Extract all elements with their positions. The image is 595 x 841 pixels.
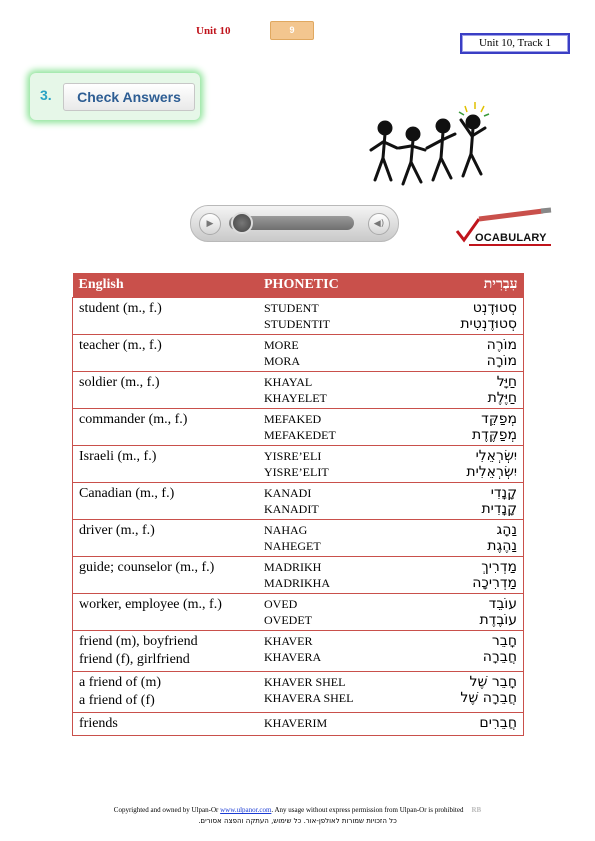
english-text: worker, employee (m., f.)	[79, 597, 222, 612]
cell-phonetic	[258, 520, 440, 557]
hebrew-text: חֲבֵרָה	[482, 649, 517, 665]
cell-phonetic	[258, 631, 440, 672]
cell-phonetic	[258, 713, 440, 736]
hebrew-text: חַיָּל	[496, 374, 517, 390]
hebrew-text: מְפַקֶּדֶת	[471, 427, 517, 443]
hebrew-text: נַהֶגֶת	[487, 538, 517, 554]
step-number: 3.	[40, 87, 52, 103]
phonetic-text: YISRE’ELI	[264, 449, 322, 463]
cell-phonetic	[258, 594, 440, 631]
english-text: soldier (m., f.)	[79, 375, 160, 390]
phonetic-text: STUDENTIT	[264, 317, 330, 331]
cell-hebrew	[440, 557, 524, 594]
cell-english	[73, 446, 259, 483]
footer-hebrew: כל הזכויות שמורות לאולפן-אור. כל שימוש, העתקה והפצה אסורים.	[198, 817, 397, 825]
english-text: student (m., f.)	[79, 301, 162, 316]
table-row	[73, 631, 524, 672]
cell-english	[73, 672, 259, 713]
cell-hebrew	[440, 409, 524, 446]
phonetic-text: KANADIT	[264, 502, 319, 516]
phonetic-text: MORA	[264, 354, 301, 368]
cell-phonetic	[258, 335, 440, 372]
cell-phonetic	[258, 672, 440, 713]
volume-icon[interactable]: ◀)	[368, 213, 390, 235]
english-text: teacher (m., f.)	[79, 338, 162, 353]
progress-knob[interactable]	[231, 212, 253, 234]
english-text: Israeli (m., f.)	[79, 449, 157, 464]
phonetic-text: KHAVERIM	[264, 716, 328, 730]
cell-phonetic	[258, 409, 440, 446]
cell-english	[73, 298, 259, 335]
cell-hebrew	[440, 672, 524, 713]
hebrew-text: מְפַקֵּד	[481, 411, 517, 427]
cell-english	[73, 713, 259, 736]
hebrew-text: עוֹבֵד	[488, 596, 517, 612]
hebrew-text: חָבֵר	[491, 633, 517, 649]
phonetic-text: KHAVER SHEL	[264, 675, 346, 689]
table-row	[73, 335, 524, 372]
phonetic-text: OVED	[264, 597, 298, 611]
cell-phonetic	[258, 446, 440, 483]
phonetic-text: MADRIKHA	[264, 576, 330, 590]
cell-phonetic	[258, 372, 440, 409]
phonetic-text: NAHAG	[264, 523, 308, 537]
cell-phonetic	[258, 557, 440, 594]
dancing-figures-illustration	[365, 100, 515, 190]
cell-english	[73, 557, 259, 594]
cell-english	[73, 594, 259, 631]
cell-hebrew	[440, 446, 524, 483]
cell-hebrew	[440, 631, 524, 672]
track-label: Unit 10, Track 1	[460, 33, 570, 54]
cell-hebrew	[440, 335, 524, 372]
hebrew-text: מוֹרָה	[486, 353, 517, 369]
cell-hebrew	[440, 520, 524, 557]
hebrew-text: עוֹבֶדֶת	[479, 612, 517, 628]
cell-hebrew	[440, 713, 524, 736]
check-answers-button[interactable]: Check Answers	[63, 83, 195, 111]
hebrew-text: מַדְרִיכָה	[472, 575, 517, 591]
audio-player	[190, 205, 399, 242]
column-hebrew: עִבְרִית	[440, 273, 524, 298]
english-text: guide; counselor (m., f.)	[79, 560, 215, 575]
check-answers-panel	[30, 73, 200, 120]
table-row	[73, 594, 524, 631]
phonetic-text: MEFAKED	[264, 412, 322, 426]
table-row	[73, 520, 524, 557]
phonetic-text: YISRE’ELIT	[264, 465, 329, 479]
english-text: driver (m., f.)	[79, 523, 155, 538]
phonetic-text: KHAYAL	[264, 375, 313, 389]
english-text: a friend of (m)	[79, 675, 162, 690]
hebrew-text: סְטוּדֶנְטִית	[460, 316, 517, 332]
cell-english	[73, 631, 259, 672]
cell-english	[73, 409, 259, 446]
phonetic-text: OVEDET	[264, 613, 312, 627]
hebrew-text: חָבֵר שֶׁל	[469, 674, 517, 690]
cell-hebrew	[440, 483, 524, 520]
footer-link[interactable]: www.ulpanor.com	[220, 806, 272, 814]
english-text: Canadian (m., f.)	[79, 486, 175, 501]
table-header-row	[73, 273, 524, 298]
table-row	[73, 372, 524, 409]
vocabulary-banner	[455, 207, 555, 249]
column-phonetic: PHONETIC	[258, 273, 440, 298]
column-english: English	[73, 273, 259, 298]
hebrew-text: חַיֶּלֶת	[487, 390, 517, 406]
footer-prefix: Copyrighted and owned by Ulpan-Or	[113, 806, 221, 814]
phonetic-text: MADRIKH	[264, 560, 322, 574]
cell-english	[73, 483, 259, 520]
table-row	[73, 446, 524, 483]
phonetic-text: KHAYELET	[264, 391, 327, 405]
cell-phonetic	[258, 483, 440, 520]
hebrew-text: מוֹרֶה	[486, 337, 517, 353]
footer-suffix: . Any usage without express permission from Ulpan-Or is prohibited	[271, 806, 464, 814]
cell-hebrew	[440, 298, 524, 335]
phonetic-text: MEFAKEDET	[264, 428, 336, 442]
copyright-footer	[0, 806, 595, 814]
table-row	[73, 557, 524, 594]
hebrew-text: יִשְׂרְאֵלִית	[466, 464, 517, 480]
english-text: friend (f), girlfriend	[79, 652, 190, 667]
vocabulary-table	[72, 273, 524, 736]
page-number: 9	[270, 21, 314, 40]
hebrew-text: חֲבֵרָה שֶׁל	[460, 690, 517, 706]
hebrew-text: חֲבֵרִים	[479, 715, 517, 731]
table-row	[73, 298, 524, 335]
hebrew-text: סְטוּדֶנְט	[472, 300, 517, 316]
phonetic-text: KANADI	[264, 486, 312, 500]
cell-hebrew	[440, 594, 524, 631]
phonetic-text: MORE	[264, 338, 299, 352]
english-text: friend (m), boyfriend	[79, 634, 198, 649]
cell-english	[73, 372, 259, 409]
hebrew-text: מַדְרִיךְ	[481, 559, 517, 575]
cell-phonetic	[258, 298, 440, 335]
english-text: a friend of (f)	[79, 693, 155, 708]
phonetic-text: KHAVERA SHEL	[264, 691, 354, 705]
hebrew-text: נַהָג	[496, 522, 517, 538]
english-text: friends	[79, 716, 118, 731]
cell-hebrew	[440, 372, 524, 409]
hebrew-text: קָנָדִי	[490, 485, 517, 501]
table-row	[73, 672, 524, 713]
phonetic-text: KHAVER	[264, 634, 313, 648]
table-row	[73, 409, 524, 446]
phonetic-text: STUDENT	[264, 301, 319, 315]
hebrew-text: קָנָדִית	[481, 501, 517, 517]
hebrew-text: יִשְׂרְאֵלִי	[475, 448, 517, 464]
table-row	[73, 713, 524, 736]
footer-rb: RB	[471, 806, 482, 814]
cell-english	[73, 335, 259, 372]
cell-english	[73, 520, 259, 557]
english-text: commander (m., f.)	[79, 412, 188, 427]
vocabulary-label: OCABULARY	[475, 232, 547, 244]
play-icon[interactable]: ▶	[199, 213, 221, 235]
unit-label: Unit 10	[196, 25, 231, 37]
phonetic-text: NAHEGET	[264, 539, 321, 553]
table-row	[73, 483, 524, 520]
phonetic-text: KHAVERA	[264, 650, 322, 664]
